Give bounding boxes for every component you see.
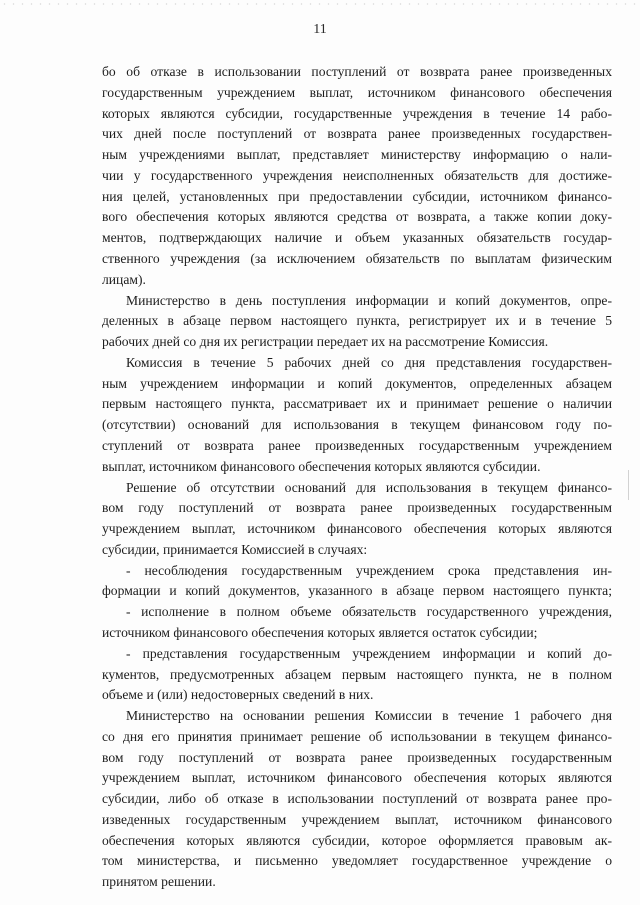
text-line: субсидии, принимается Комиссией в случаях:	[102, 541, 368, 557]
list-item-line: формации и копий документов, указанного в абзаце первом настоящего пункта;	[102, 583, 612, 599]
text-line: Министерство на основании решения Комиссии в течение 1 рабочего дня	[126, 708, 612, 723]
list-item-line: - представления государственным учреждением информации и копий до-	[126, 645, 612, 661]
text-line: вого обеспечения которых являются средства от возврата, а также копии доку-	[102, 209, 612, 225]
text-line: со дня его принятия принимает решение об использовании в текущем финансо-	[102, 728, 612, 744]
text-line: деленных в абзаце первом настоящего пункта, регистрирует их и в течение 5	[102, 313, 612, 329]
list-item-line: источником финансового обеспечения которых является остаток субсидии;	[102, 624, 538, 640]
text-line: Решение об отсутствии оснований для использования в текущем финансо-	[126, 479, 612, 495]
text-line: ментов, подтверждающих наличие и объем указанных обязательств государ-	[102, 230, 612, 246]
text-line: изведенных государственным учреждением выплат, источником финансового	[102, 811, 612, 827]
text-line: государственным учреждением выплат, источником финансового обеспечения	[102, 84, 612, 100]
list-item-line: объеме и (или) недостоверных сведений в них.	[102, 687, 374, 703]
text-line: вом году поступлений от возврата ранее произведенных государственным	[102, 749, 612, 765]
text-line: первым настоящего пункта, рассматривает их и принимает решение о наличии	[102, 396, 612, 412]
text-line: чих дней после поступлений от возврата ранее произведенных государствен-	[102, 126, 612, 142]
text-line: Министерство в день поступления информации и копий документов, опре-	[126, 292, 612, 308]
text-line: учреждением выплат, источником финансового обеспечения которых являются	[102, 521, 612, 536]
list-item-line: кументов, предусмотренных абзацем первым настоящего пункта, не в полном	[102, 666, 612, 682]
list-item-line: - несоблюдения государственным учреждением срока представления ин-	[126, 562, 612, 578]
text-line: (отсутствии) оснований для использования в текущем финансовом году по-	[102, 417, 612, 433]
text-line: чии у государственного учреждения неисполненных обязательств для достиже-	[102, 167, 612, 183]
text-line: бо об отказе в использовании поступлений от возврата ранее произведенных	[102, 64, 612, 79]
text-line: выплат, источником финансового обеспечения которых являются субсидии.	[102, 458, 541, 474]
text-line: ным учреждениями выплат, представляет министерству информацию о нали-	[102, 147, 612, 163]
text-line: субсидии, либо об отказе в использовании поступлений от возврата ранее про-	[102, 791, 612, 807]
text-line: учреждением выплат, источником финансового обеспечения которых являются	[102, 770, 612, 786]
page-number: 11	[313, 22, 327, 37]
text-line: рабочих дней со дня их регистрации передает их на рассмотрение Комиссия.	[102, 334, 549, 350]
text-line: ственного учреждения (за исключением обязательств по выплатам физическим	[102, 251, 612, 266]
text-line: ступлений от возврата ранее произведенных государственным учреждением	[102, 437, 612, 453]
text-line: вом году поступлений от возврата ранее произведенных государственным	[102, 500, 612, 516]
text-line: обеспечения которых являются субсидии, которое оформляется правовым ак-	[102, 832, 612, 848]
text-line: ным учреждением информации и копий документов, определенных абзацем	[102, 375, 612, 391]
text-line: Комиссия в течение 5 рабочих дней со дня представления государствен-	[126, 354, 612, 370]
text-line: лицам).	[102, 271, 146, 287]
text-line: ния целей, установленных при предоставлении субсидии, источником финансо-	[102, 188, 612, 204]
text-line: которых являются субсидии, государственные учреждения в течение 14 рабо-	[102, 105, 612, 121]
text-line: принятом решении.	[102, 874, 216, 890]
list-item-line: - исполнение в полном объеме обязательств государственного учреждения,	[126, 604, 612, 620]
text-line: том министерства, и письменно уведомляет государственное учреждение о	[102, 853, 612, 869]
